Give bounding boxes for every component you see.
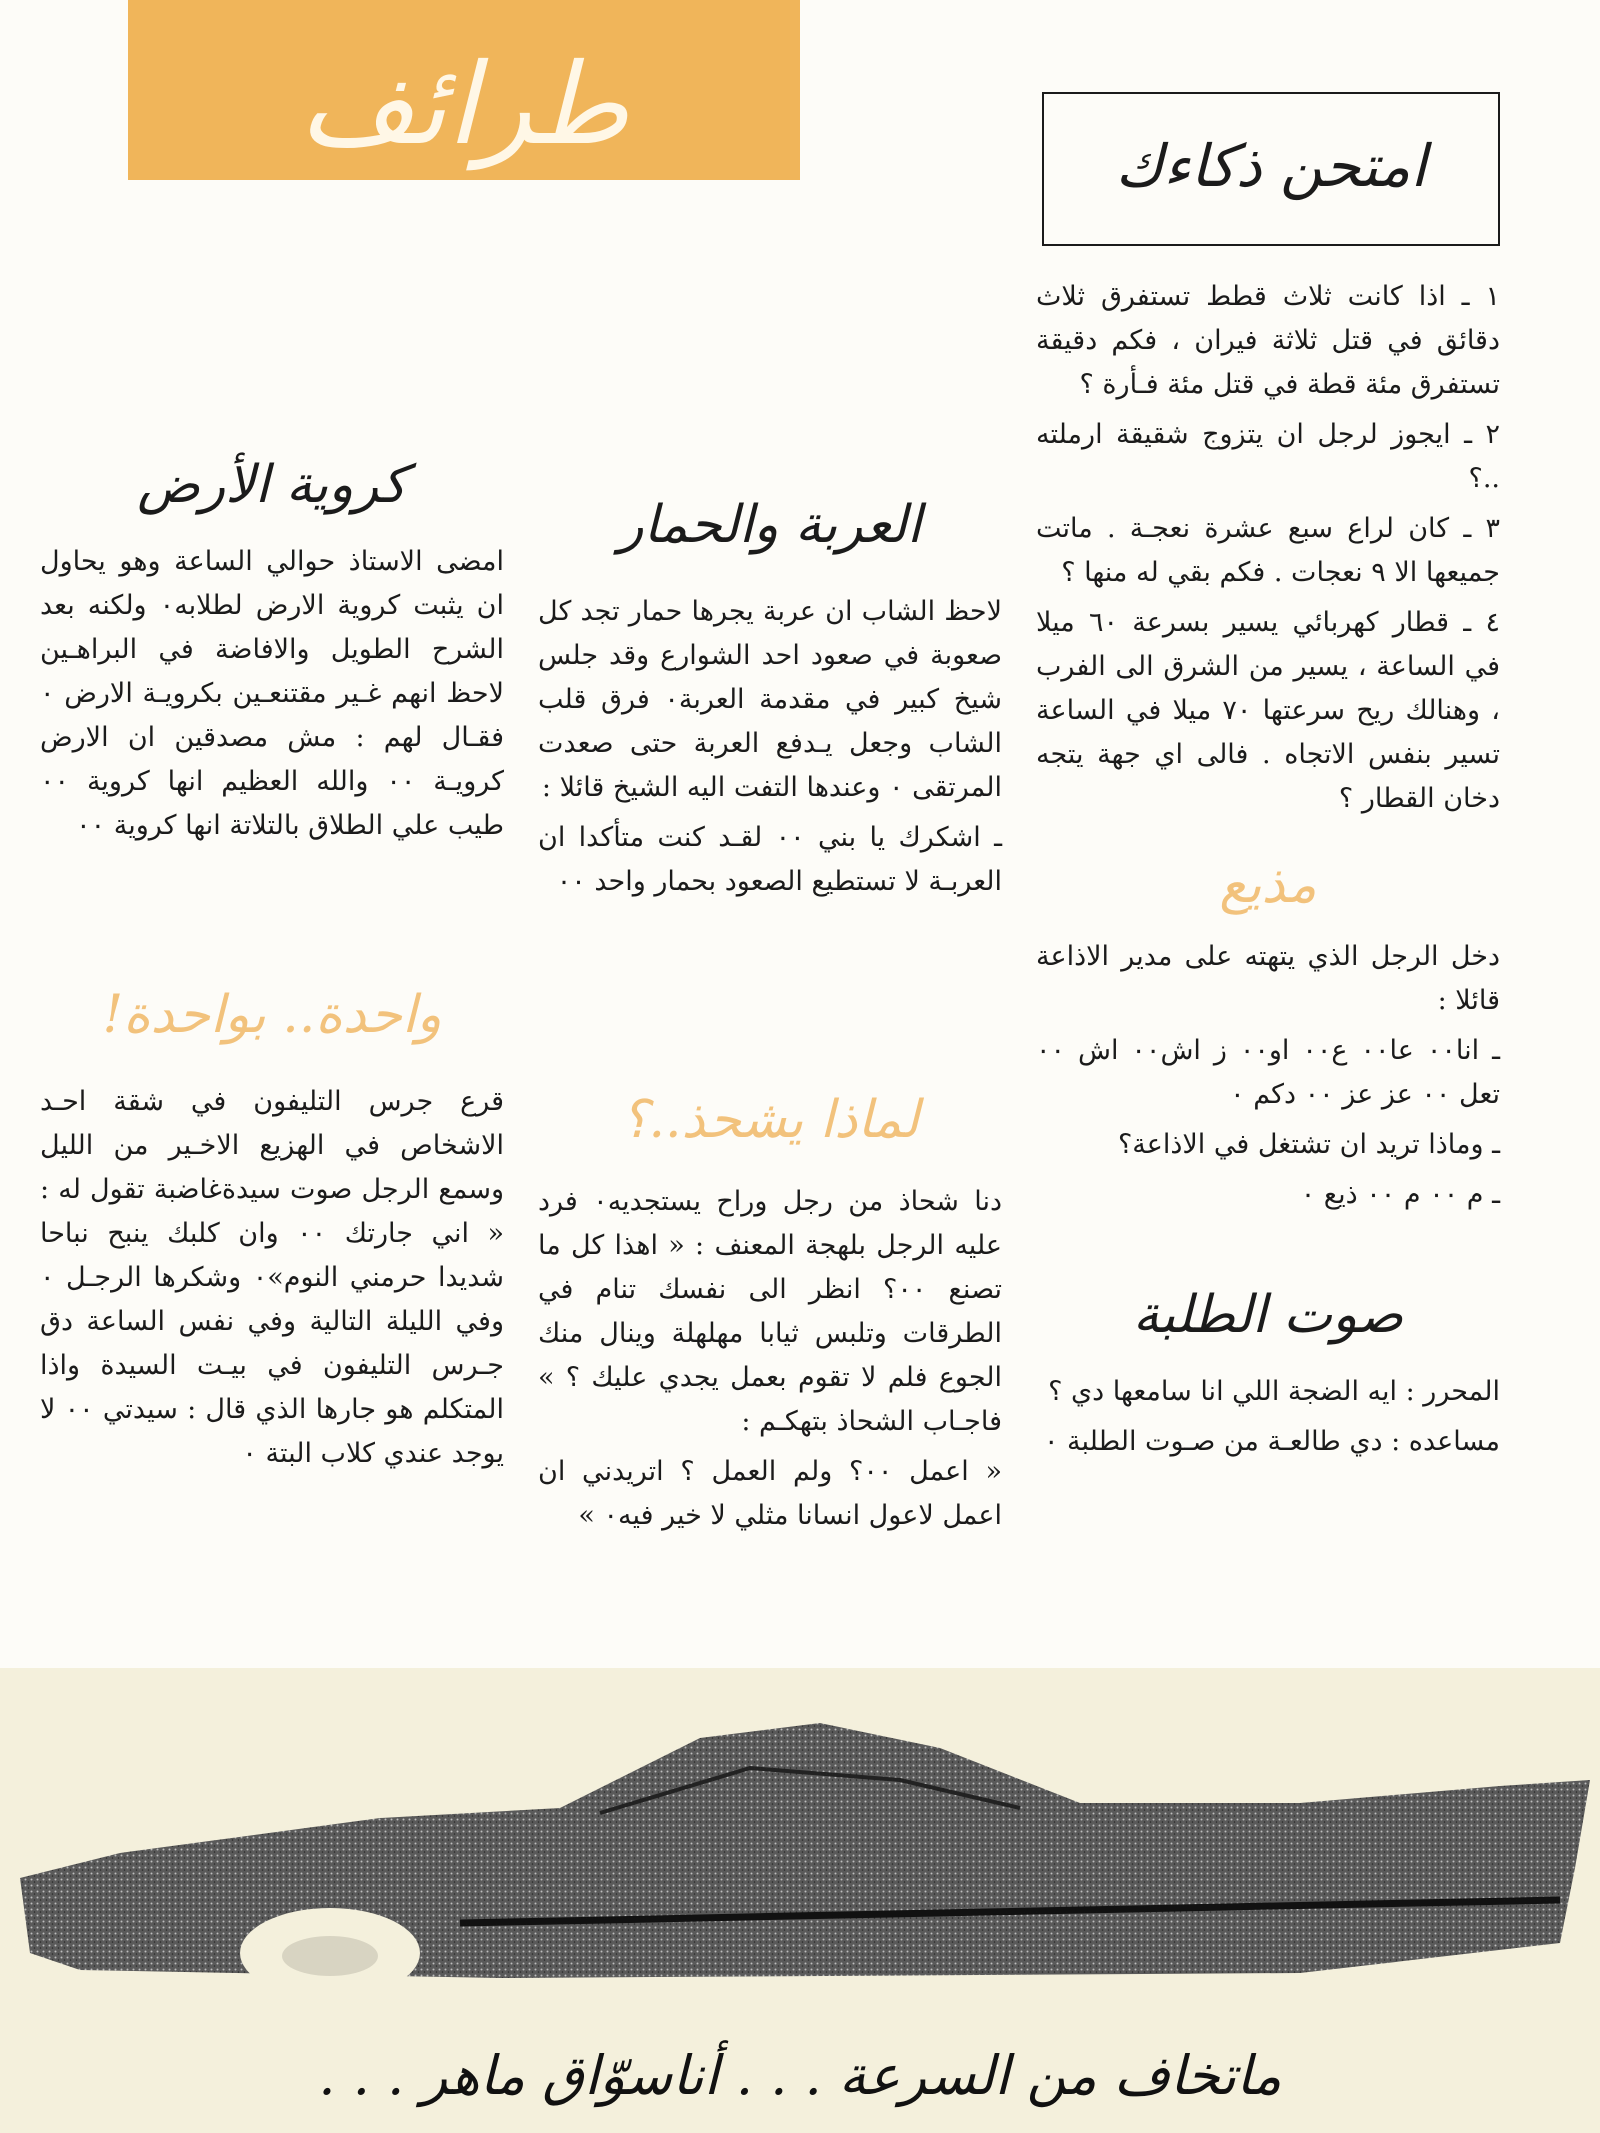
beggar-heading: لماذا يشحذ..؟ (620, 1090, 920, 1150)
beggar-column (538, 1180, 1002, 1544)
onebyone-heading: واحدة.. بواحدة! (102, 985, 442, 1045)
beggar-paragraph: « اعمل ٠٠؟ ولم العمل ؟ اتريدني ان اعمل لاعول انسانا مثلي لا خير فيه٠ » (538, 1456, 1002, 1531)
broadcaster-line: ـ انا٠٠ عا٠٠ ع٠٠ او٠٠ ز اش٠٠ اش ٠٠ تعل ٠٠ عز عز ٠٠ دكم ٠ (1036, 1035, 1500, 1110)
broadcaster-intro: دخل الرجل الذي يتهته على مدير الاذاعة قائلا : (1036, 941, 1500, 1016)
students-line: مساعده : دي طالعـة من صـوت الطلبة ٠ (1043, 1426, 1500, 1457)
earth-column (40, 540, 504, 854)
beggar-paragraph: دنا شحاذ من رجل وراح يستجديه٠ فرد عليه الرجل بلهجة المعنف : « اهذا كل ما تصنع ٠٠؟ انظر الى نفسك تنام في الطرقات وتلبس ثيابا مهلهلة وينال منك الجوع فلم لا تقوم بعمل يجدي عليك ؟ » فاجـاب الشحاذ بتهكـم : (538, 1186, 1002, 1437)
broadcaster-column (1036, 935, 1500, 1223)
earth-paragraph: امضى الاستاذ حوالي الساعة وهو يحاول ان يثبت كروية الارض لطلابه٠ ولكنه بعد الشرح الطويل والافاضة في البراهـين لاحظ انهم غـير مقتنعـين بكرويـة الارض ٠ فقـال لهم : مش مصدقين ان الارض كرويـة ٠٠ والله العظيم انها كروية ٠٠ طيب علي الطلاق بالتلاتة انها كروية ٠٠ (40, 546, 504, 841)
students-heading: صوت الطلبة (1132, 1285, 1404, 1345)
earth-heading: كروية الأرض (137, 455, 407, 515)
broadcaster-line: ـ وماذا تريد ان تشتغل في الاذاعة؟ (1117, 1129, 1500, 1160)
quiz-title: امتحن ذكاءك (1115, 132, 1427, 200)
students-line: المحرر : ايه الضجة اللي انا سامعها دي ؟ (1048, 1376, 1500, 1407)
quiz-item: ٣ ـ كان لراع سبع عشرة نعجـة . ماتت جميعها الا ٩ نعجات . فكم بقي له منها ؟ (1036, 513, 1500, 588)
car-wheel-hub (282, 1936, 378, 1976)
onebyone-paragraph: قرع جرس التليفون في شقة احـد الاشخاص في الهزيع الاخـير من الليل وسمع الرجل صوت سيدةغاضبة تقول له : « اني جارتك ٠٠ وان كلبك ينبح نباحا شديدا حرمني النوم»٠ وشكرها الرجـل ٠ وفي الليلة التالية وفي نفس الساعة دق جـرس التليفون في بيـت السيدة واذا المتكلم هو جارها الذي قال : سيدتي ٠٠ لا يوجد عندي كلاب البتة ٠ (40, 1086, 504, 1469)
quiz-title-box (1042, 92, 1500, 246)
broadcaster-heading: مذيع (1219, 855, 1317, 915)
cart-paragraph: ـ اشكرك يا بني ٠٠ لقـد كنت متأكدا ان العربـة لا تستطيع الصعود بحمار واحد ٠٠ (538, 822, 1002, 897)
ad-slogan: ماتخاف من السرعة . . . أناسوّاق ماهر . . . (318, 2044, 1282, 2107)
car-illustration (0, 1668, 1600, 2028)
page-title: طرائف (299, 40, 629, 170)
quiz-item: ١ ـ اذا كانت ثلاث قطط تستفرق ثلاث دقائق في قتل ثلاثة فيران ، فكم دقيقة تستفرق مئة قطة في قتل مئة فـأرة ؟ (1036, 281, 1500, 400)
quiz-item: ٢ ـ ايجوز لرجل ان يتزوج شقيقة ارملته ..؟ (1036, 419, 1500, 494)
quiz-item: ٤ ـ قطار كهربائي يسير بسرعة ٦٠ ميلا في الساعة ، يسير من الشرق الى الفرب ، وهنالك ريح سرعتها ٧٠ ميلا في الساعة تسير بنفس الاتجاه . فالى اي جهة يتجه دخان القطار ؟ (1036, 607, 1500, 814)
cart-heading: العربة والحمار (618, 495, 922, 555)
quiz-column (1036, 275, 1500, 827)
broadcaster-line: ـ م ٠٠ م ٠٠ ذيع ٠ (1300, 1179, 1500, 1210)
header-banner (128, 0, 800, 180)
onebyone-column (40, 1080, 504, 1482)
students-column (1036, 1370, 1500, 1470)
cart-paragraph: لاحظ الشاب ان عربة يجرها حمار تجد كل صعوبة في صعود احد الشوارع وقد جلس شيخ كبير في مقدمة العربة٠ فرق قلب الشاب وجعل يـدفع العربة حتى صعدت المرتقى ٠ وعندها التفت اليه الشيخ قائلا : (538, 596, 1002, 803)
cart-column (538, 590, 1002, 910)
